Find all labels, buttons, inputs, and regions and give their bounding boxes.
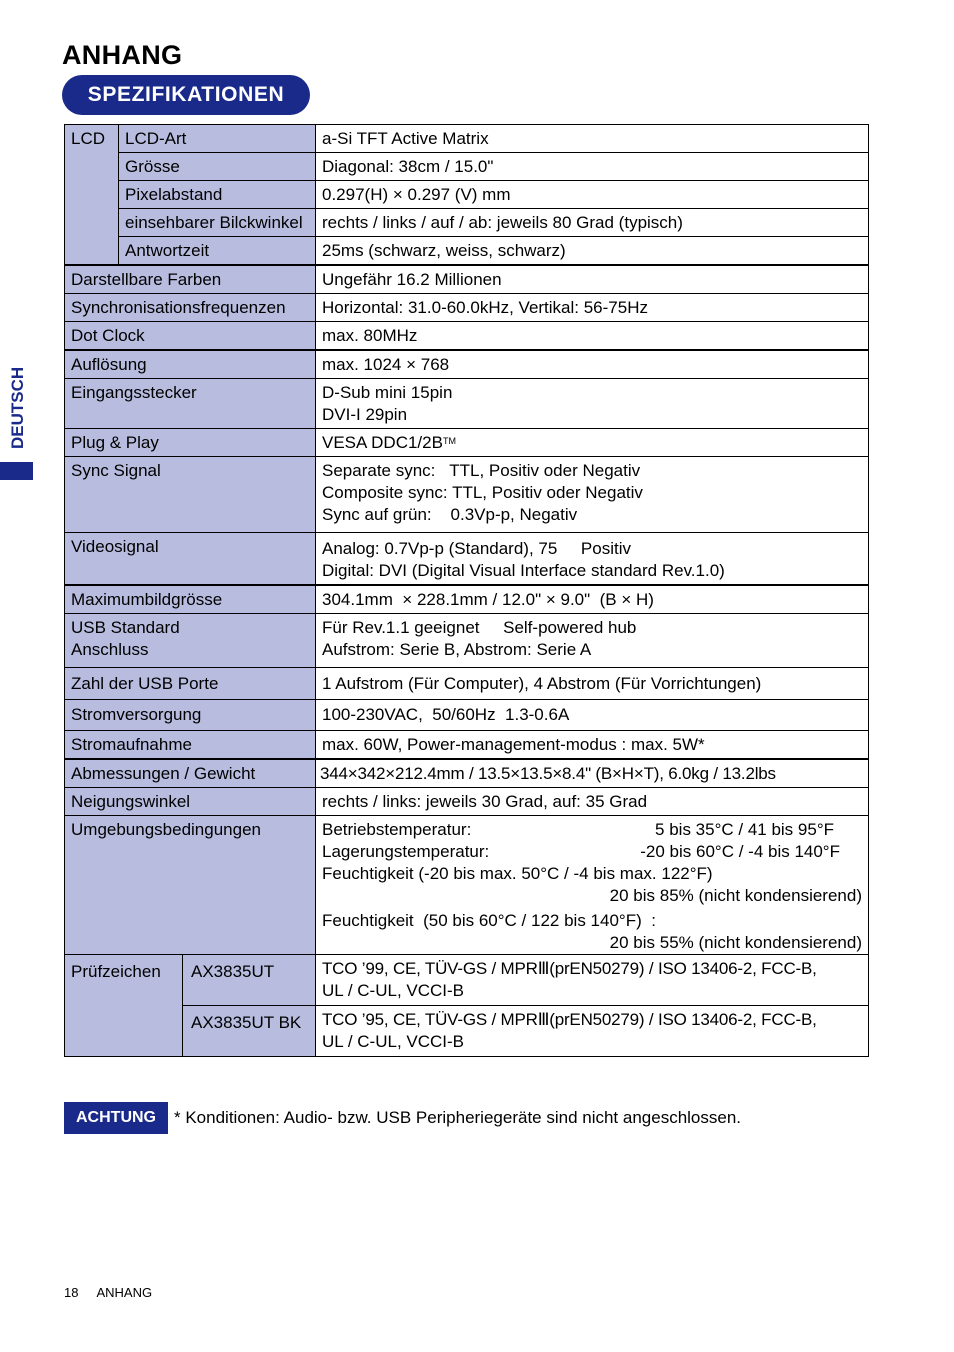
side-tab-label: DEUTSCH — [8, 366, 27, 450]
footnote: * Konditionen: Audio- bzw. USB Peripheriegeräte sind nicht angeschlossen. — [174, 1108, 742, 1127]
achtung-label: ACHTUNG — [64, 1102, 168, 1134]
spec-key: Dot Clock — [65, 322, 316, 351]
spec-key: Grösse — [119, 153, 316, 181]
value-line: DVI-I 29pin — [322, 405, 408, 424]
value-line: Sync auf grün: 0.3Vp-p, Negativ — [322, 505, 578, 524]
value-line: Analog: 0.7Vp-p (Standard), 75 Positiv — [322, 539, 632, 558]
table-row — [65, 816, 869, 955]
value-line: UL / C-UL, VCCI-B — [322, 1032, 465, 1051]
spec-value — [316, 1006, 869, 1057]
spec-value — [316, 533, 869, 586]
spec-table — [64, 124, 869, 1057]
spec-value — [316, 429, 869, 457]
value-line — [322, 819, 862, 841]
betrieb-label: Betriebstemperatur: — [322, 820, 472, 839]
table-row — [65, 668, 869, 700]
table-row — [65, 759, 869, 788]
value-line: Feuchtigkeit (50 bis 60°C / 122 bis 140°F) : — [322, 911, 656, 930]
spec-value: 25ms (schwarz, weiss, schwarz) — [316, 237, 869, 266]
lager-label: Lagerungstemperatur: — [322, 842, 490, 861]
spec-value — [316, 816, 869, 955]
trademark-mark: TM — [442, 436, 456, 446]
spec-key: Synchronisationsfrequenzen — [65, 294, 316, 322]
spec-key: einsehbarer Bilckwinkel — [119, 209, 316, 237]
value-line: Aufstrom: Serie B, Abstrom: Serie A — [322, 640, 592, 659]
table-row — [65, 457, 869, 533]
spec-key: Pixelabstand — [119, 181, 316, 209]
table-row — [65, 209, 869, 237]
table-row — [65, 731, 869, 760]
spec-value: 1 Aufstrom (Für Computer), 4 Abstrom (Für Vorrichtungen) — [316, 668, 869, 700]
section-label: SPEZIFIKATIONEN — [62, 75, 310, 115]
language-side-tab — [0, 362, 33, 480]
spec-key: Darstellbare Farben — [65, 265, 316, 294]
spec-key: Prüfzeichen — [65, 955, 183, 1057]
lcd-group-label: LCD — [65, 125, 119, 266]
spec-key — [65, 614, 316, 668]
spec-value: 344×342×212.4mm / 13.5×13.5×8.4" (B×H×T), 6.0kg / 13.2lbs — [316, 759, 869, 788]
spec-value: a-Si TFT Active Matrix — [316, 125, 869, 153]
table-row — [65, 125, 869, 153]
table-row — [65, 153, 869, 181]
model-label: AX3835UT — [183, 955, 316, 1006]
value-line: Composite sync: TTL, Positiv oder Negativ — [322, 483, 643, 502]
spec-value: 304.1mm × 228.1mm / 12.0" × 9.0" (B × H) — [316, 585, 869, 614]
value-line: Digital: DVI (Digital Visual Interface standard Rev.1.0) — [322, 561, 725, 580]
table-row — [65, 788, 869, 816]
table-row — [65, 429, 869, 457]
spec-key: Sync Signal — [65, 457, 316, 533]
spec-key: Zahl der USB Porte — [65, 668, 316, 700]
model-label: AX3835UT BK — [183, 1006, 316, 1057]
spec-value: max. 1024 × 768 — [316, 350, 869, 379]
value-line: TCO ’95, CE, TÜV-GS / MPRⅢ(prEN50279) / ISO 13406-2, FCC-B, — [322, 1010, 817, 1029]
value-line: Für Rev.1.1 geeignet Self-powered hub — [322, 618, 637, 637]
spec-value: 100-230VAC, 50/60Hz 1.3-0.6A — [316, 700, 869, 731]
footer-label: ANHANG — [96, 1285, 153, 1300]
table-row — [65, 379, 869, 429]
betrieb-value: 5 bis 35°C / 41 bis 95°F — [655, 820, 834, 839]
spec-value — [316, 614, 869, 668]
key-line: Anschluss — [71, 640, 149, 659]
value-line — [322, 841, 862, 863]
table-row — [65, 322, 869, 351]
spec-key: Abmessungen / Gewicht — [65, 759, 316, 788]
spec-value: 0.297(H) × 0.297 (V) mm — [316, 181, 869, 209]
table-row — [65, 265, 869, 294]
spec-value — [316, 457, 869, 533]
table-row — [65, 237, 869, 266]
spec-value — [316, 379, 869, 429]
page-number: 18 — [64, 1285, 79, 1300]
spec-value: max. 60W, Power-management-modus : max. 5W* — [316, 731, 869, 760]
table-row — [65, 700, 869, 731]
value-line: 20 bis 55% (nicht kondensierend) — [609, 933, 862, 952]
table-row — [65, 585, 869, 614]
spec-value: Diagonal: 38cm / 15.0" — [316, 153, 869, 181]
value-line: 20 bis 85% (nicht kondensierend) — [609, 886, 862, 905]
spec-value: Ungefähr 16.2 Millionen — [316, 265, 869, 294]
spec-key: Neigungswinkel — [65, 788, 316, 816]
table-row — [65, 350, 869, 379]
spec-key: Eingangsstecker — [65, 379, 316, 429]
spec-value: rechts / links / auf / ab: jeweils 80 Grad (typisch) — [316, 209, 869, 237]
table-row — [65, 1006, 869, 1057]
spec-value: max. 80MHz — [316, 322, 869, 351]
value-text: VESA DDC1/2B — [322, 433, 443, 452]
spec-key: Stromversorgung — [65, 700, 316, 731]
side-tab-marker — [0, 462, 33, 480]
spec-key: Umgebungsbedingungen — [65, 816, 316, 955]
spec-value — [316, 955, 869, 1006]
spec-value: Horizontal: 31.0-60.0kHz, Vertikal: 56-75Hz — [316, 294, 869, 322]
table-row — [65, 181, 869, 209]
table-row — [65, 614, 869, 668]
value-line: UL / C-UL, VCCI-B — [322, 981, 465, 1000]
value-line: Separate sync: TTL, Positiv oder Negativ — [322, 461, 641, 480]
spec-key: Maximumbildgrösse — [65, 585, 316, 614]
spec-key: Antwortzeit — [119, 237, 316, 266]
key-line: USB Standard — [71, 618, 180, 637]
spec-value: rechts / links: jeweils 30 Grad, auf: 35 Grad — [316, 788, 869, 816]
table-row — [65, 955, 869, 1006]
spec-key: Videosignal — [65, 533, 316, 586]
value-line: Feuchtigkeit (-20 bis max. 50°C / -4 bis max. 122°F) — [322, 864, 713, 883]
spec-key: Auflösung — [65, 350, 316, 379]
spec-key: Stromaufnahme — [65, 731, 316, 760]
spec-key: Plug & Play — [65, 429, 316, 457]
table-row — [65, 294, 869, 322]
spec-key: LCD-Art — [119, 125, 316, 153]
lager-value: -20 bis 60°C / -4 bis 140°F — [640, 842, 840, 861]
value-line: TCO ’99, CE, TÜV-GS / MPRⅢ(prEN50279) / ISO 13406-2, FCC-B, — [322, 959, 817, 978]
page-footer — [64, 1285, 170, 1300]
page-title: ANHANG — [62, 40, 183, 70]
table-row — [65, 533, 869, 586]
value-line: D-Sub mini 15pin — [322, 383, 453, 402]
